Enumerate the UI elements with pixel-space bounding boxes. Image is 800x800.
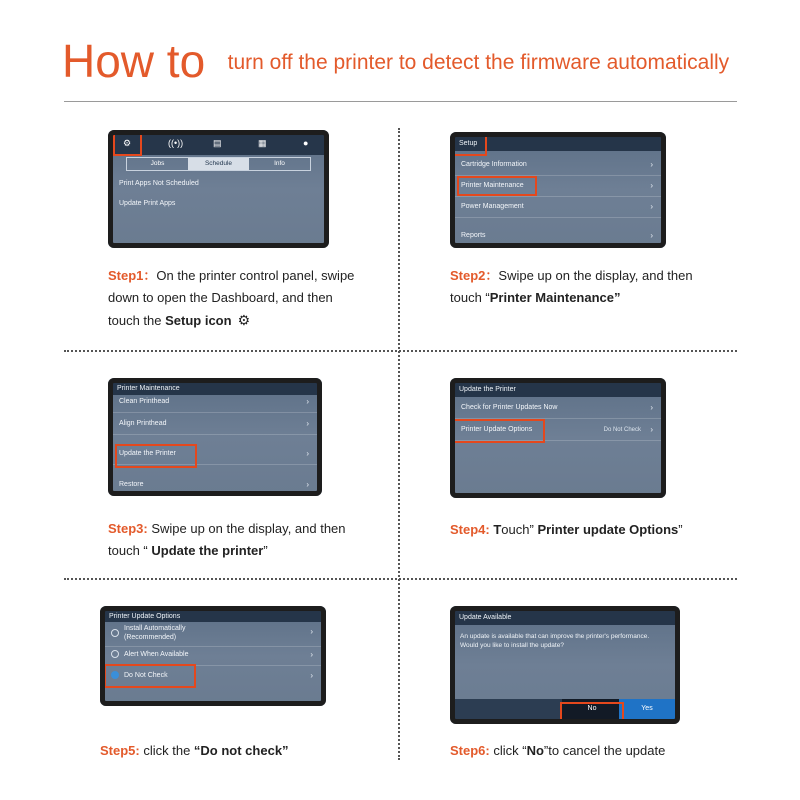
step-label: Step6: bbox=[450, 743, 490, 758]
row-label: Install Automatically (Recommended) bbox=[124, 625, 186, 641]
highlight-box bbox=[104, 664, 196, 688]
chevron-right-icon: › bbox=[650, 181, 653, 190]
screenshot-update-available bbox=[450, 606, 680, 724]
list-item[interactable]: Update Print Apps bbox=[119, 200, 176, 207]
caption-step6 bbox=[450, 740, 740, 762]
row-label: Alert When Available bbox=[124, 651, 189, 658]
network-icon[interactable]: ▦ bbox=[258, 138, 267, 148]
gear-icon[interactable]: ⚙ bbox=[123, 138, 132, 148]
caption-text: click “ bbox=[489, 743, 527, 758]
list-item[interactable] bbox=[455, 226, 661, 246]
caption-bold: Update the printer bbox=[151, 543, 264, 558]
caption-bold: No bbox=[526, 743, 544, 758]
row-label: Align Printhead bbox=[119, 420, 167, 427]
row-label: Update the Printer bbox=[119, 450, 176, 457]
no-button[interactable]: No bbox=[562, 699, 622, 719]
title-rule bbox=[64, 101, 737, 102]
chevron-right-icon: › bbox=[310, 671, 313, 680]
menu-header: Update the Printer bbox=[455, 383, 661, 397]
list-item[interactable] bbox=[113, 392, 317, 413]
tab-info[interactable]: Info bbox=[274, 160, 285, 167]
step-label: Step2： bbox=[450, 268, 499, 283]
caption-text: Swipe up on the display, and then bbox=[147, 521, 346, 536]
wireless-icon[interactable]: ((•)) bbox=[168, 138, 184, 148]
title-subtitle: turn off the printer to detect the firmware automatically bbox=[227, 51, 730, 74]
list-item[interactable] bbox=[455, 155, 661, 176]
chevron-right-icon: › bbox=[650, 403, 653, 412]
tab-schedule[interactable]: Schedule bbox=[188, 158, 249, 170]
chevron-right-icon: › bbox=[650, 160, 653, 169]
caption-text: down to open the Dashboard, and then bbox=[108, 290, 333, 305]
step-label: Step3: bbox=[108, 521, 148, 536]
vertical-divider bbox=[398, 128, 400, 760]
menu-header: Setup bbox=[455, 137, 661, 151]
caption-bold: Printer update Options bbox=[537, 522, 679, 537]
step-label: Step4: bbox=[450, 522, 490, 537]
row-label: Printer Maintenance bbox=[461, 182, 524, 189]
tab-jobs[interactable]: Jobs bbox=[150, 160, 165, 167]
step-label: Step5: bbox=[100, 743, 140, 758]
menu-header: Printer Update Options bbox=[105, 611, 321, 622]
dashboard-icon-bar bbox=[113, 135, 324, 155]
caption-step1 bbox=[108, 265, 388, 332]
chevron-right-icon: › bbox=[306, 480, 309, 489]
list-item[interactable] bbox=[105, 622, 321, 647]
row-label: Do Not Check bbox=[124, 672, 168, 679]
chevron-right-icon: › bbox=[310, 650, 313, 659]
caption-step2 bbox=[450, 265, 735, 309]
caption-bold: T bbox=[489, 522, 502, 537]
highlight-box bbox=[453, 419, 545, 443]
screenshot-update-printer bbox=[450, 378, 666, 498]
row-label: Printer Update Options bbox=[461, 426, 533, 433]
screenshot-update-options bbox=[100, 606, 326, 706]
caption-text: Swipe up on the display, and then bbox=[498, 268, 693, 283]
caption-text: ” bbox=[614, 290, 621, 305]
highlight-box bbox=[560, 702, 624, 724]
title-how-to: How to bbox=[62, 35, 206, 87]
yes-button[interactable]: Yes bbox=[619, 699, 675, 719]
caption-text: ” bbox=[678, 522, 683, 537]
caption-text: click the bbox=[139, 743, 194, 758]
caption-text: touch “ bbox=[108, 543, 152, 558]
dashboard-tabs bbox=[126, 157, 311, 171]
list-item[interactable] bbox=[113, 475, 317, 495]
row-label: Reports bbox=[461, 232, 486, 239]
chevron-right-icon: › bbox=[306, 397, 309, 406]
horizontal-divider-2 bbox=[64, 578, 737, 580]
chevron-right-icon: › bbox=[310, 627, 313, 636]
gear-icon: ⚙ bbox=[237, 312, 251, 328]
caption-text: On the printer control panel, swipe bbox=[156, 268, 355, 283]
caption-bold: Printer Maintenance bbox=[489, 290, 615, 305]
step-label: Step1： bbox=[108, 268, 157, 283]
highlight-box bbox=[115, 444, 197, 468]
dialog-header: Update Available bbox=[455, 611, 675, 625]
row-label: Clean Printhead bbox=[119, 398, 170, 405]
horizontal-divider-1 bbox=[64, 350, 737, 352]
caption-bold: Setup icon bbox=[165, 313, 232, 328]
highlight-box bbox=[453, 135, 487, 156]
radio-icon[interactable] bbox=[111, 629, 119, 637]
radio-icon[interactable] bbox=[111, 650, 119, 658]
highlight-box bbox=[457, 176, 537, 196]
paper-icon[interactable]: ▤ bbox=[213, 138, 222, 148]
highlight-box bbox=[113, 132, 142, 156]
row-label: Check for Printer Updates Now bbox=[461, 404, 558, 411]
dialog-message: An update is available that can improve the printer's performance. Would you like to install the update? bbox=[460, 633, 650, 649]
chevron-right-icon: › bbox=[650, 231, 653, 240]
caption-text: touch the bbox=[108, 313, 166, 328]
row-label: Cartridge Information bbox=[461, 161, 527, 168]
screenshot-maintenance bbox=[108, 378, 322, 496]
caption-bold: “Do not check” bbox=[193, 743, 289, 758]
page-title bbox=[62, 34, 729, 88]
caption-text: ”to cancel the update bbox=[543, 743, 666, 758]
caption-step4 bbox=[450, 519, 740, 541]
list-item[interactable] bbox=[455, 398, 661, 419]
chevron-right-icon: › bbox=[650, 425, 653, 434]
row-label: Power Management bbox=[461, 203, 524, 210]
caption-text: ” bbox=[263, 543, 268, 558]
list-item[interactable] bbox=[105, 645, 321, 666]
row-label: Restore bbox=[119, 481, 144, 488]
caption-step5 bbox=[100, 740, 390, 762]
screenshot-setup bbox=[450, 132, 666, 248]
caption-text: ouch” bbox=[501, 522, 538, 537]
chevron-right-icon: › bbox=[650, 202, 653, 211]
chevron-right-icon: › bbox=[306, 419, 309, 428]
list-item[interactable] bbox=[113, 414, 317, 435]
menu-header: Printer Maintenance bbox=[113, 383, 317, 395]
ink-drop-icon[interactable]: ● bbox=[303, 138, 309, 148]
caption-step3 bbox=[108, 518, 393, 562]
chevron-right-icon: › bbox=[306, 449, 309, 458]
screenshot-dashboard bbox=[108, 130, 329, 248]
list-item[interactable] bbox=[455, 197, 661, 218]
current-value: Do Not Check bbox=[603, 427, 641, 433]
caption-text: touch “ bbox=[450, 290, 490, 305]
list-item[interactable]: Print Apps Not Scheduled bbox=[119, 180, 199, 187]
